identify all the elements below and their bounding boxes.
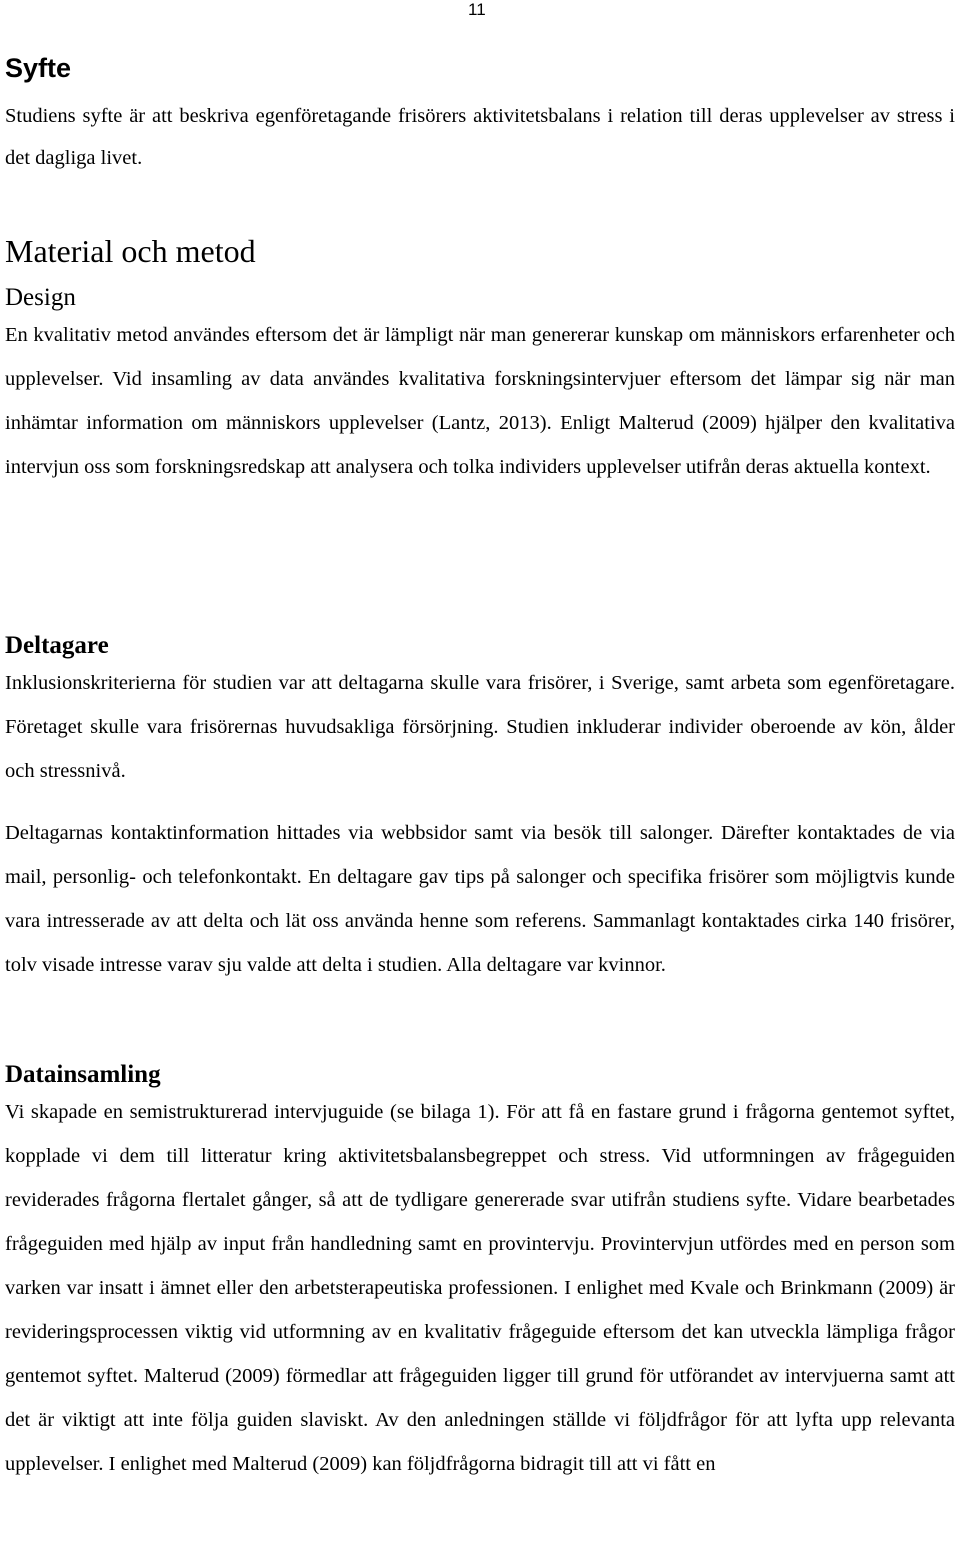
section-heading-material-och-metod: Material och metod [5,233,256,269]
deltagare-paragraph-2: Deltagarnas kontaktinformation hittades via webbsidor samt via besök till salonger. Därefter kontaktades de via mail, personlig- och telefonkontakt. En deltagare gav tips på salonger och specifika frisörer som möjligtvis kunde vara intresserade av att delta och lät oss använda henne som referens. Sammanlagt kontaktades cirka 140 frisörer, tolv visade intresse varav sju valde att delta i studien. Alla deltagare var kvinnor. [5,822,955,976]
subheading-design: Design [5,284,76,311]
design-paragraph: En kvalitativ metod användes eftersom det är lämpligt när man genererar kunskap om människors erfarenheter och upplevelser. Vid insamling av data användes kvalitativa forskningsintervjuer eftersom det lämpar sig när man inhämtar information om människors upplevelser (Lantz, 2013). Enligt Malterud (2009) hjälper den kvalitativa intervjun oss som forskningsredskap att analysera och tolka individers upplevelser utifrån deras aktuella kontext. [5,324,955,478]
datainsamling-paragraph: Vi skapade en semistrukturerad intervjuguide (se bilaga 1). För att få en fastare grund i frågorna gentemot syftet, kopplade vi dem till litteratur kring aktivitetsbalansbegreppet och stress. Vid utformningen av frågeguiden reviderades frågorna flertalet gånger, så att de tydligare genererade svar utifrån studiens syfte. Vidare bearbetades frågeguiden med hjälp av input från handledning samt en provintervju. Provintervjun utfördes med en person som varken var insatt i ämnet eller den arbetsterapeutiska professionen. I enlighet med Kvale och Brinkmann (2009) är revideringsprocessen viktig vid utformning av en kvalitativ frågeguide eftersom det kan utveckla lämpliga frågor gentemot syftet. Malterud (2009) förmedlar att frågeguiden ligger till grund för utförandet av intervjuerna samt att det är viktigt att inte följa guiden slaviskt. Av den anledningen ställde vi följdfrågor för att lyfta upp relevanta upplevelser. I enlighet med Malterud (2009) kan följdfrågorna bidragit till att vi fått en [5,1101,955,1475]
page-number: 11 [468,0,486,19]
subheading-datainsamling: Datainsamling [5,1061,161,1088]
section-heading-syfte: Syfte [5,53,72,83]
syfte-paragraph: Studiens syfte är att beskriva egenföretagande frisörers aktivitetsbalans i relation till deras upplevelser av stress i det dagliga livet. [5,105,955,169]
deltagare-paragraph-1: Inklusionskriterierna för studien var att deltagarna skulle vara frisörer, i Sverige, samt arbeta som egenföretagare. Företaget skulle vara frisörernas huvudsakliga försörjning. Studien inkluderar individer oberoende av kön, ålder och stressnivå. [5,672,955,782]
subheading-deltagare: Deltagare [5,632,109,659]
